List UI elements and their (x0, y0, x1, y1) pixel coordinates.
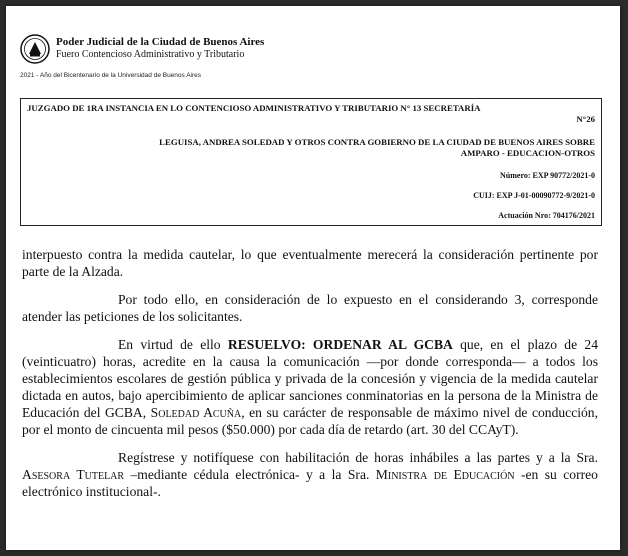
paragraph-4 (22, 449, 598, 500)
document-page (6, 6, 620, 550)
paragraph-3-intro: En virtud de ello (118, 337, 228, 352)
letterhead (20, 34, 320, 84)
case-header-box (20, 98, 602, 226)
document-body (22, 246, 598, 511)
case-number: Número: EXP 90772/2021-0 (500, 171, 595, 180)
paragraph-4-intro: Regístrese y notifíquese con habilitación de horas inhábiles a las partes y a la Sra. (118, 450, 598, 465)
parties-line: LEGUISA, ANDREA SOLEDAD Y OTROS CONTRA GOBIERNO DE LA CIUDAD DE BUENOS AIRES SOBRE (159, 137, 595, 147)
org-name: Poder Judicial de la Ciudad de Buenos Aires (56, 36, 265, 48)
paragraph-4-end: -en su correo electrónico institucional-. (22, 467, 598, 499)
paragraph-3 (22, 336, 598, 438)
court-line: JUZGADO DE 1RA INSTANCIA EN LO CONTENCIOSO ADMINISTRATIVO Y TRIBUTARIO N° 13 SECRETARÍA (27, 103, 481, 113)
paragraph-4-mid: –mediante cédula electrónica- y a la Sra. (124, 467, 376, 482)
minister-name: Soledad Acuña (150, 405, 242, 420)
paragraph-1: interpuesto contra la medida cautelar, lo que eventualmente merecerá la consideración pertinente por parte de la Alzada. (22, 247, 598, 279)
asesora-title: Asesora Tutelar (22, 467, 125, 482)
case-actuacion: Actuación Nro: 704176/2021 (498, 211, 595, 220)
org-subtitle: Fuero Contencioso Administrativo y Tributario (56, 49, 245, 60)
paragraph-2: Por todo ello, en consideración de lo expuesto en el considerando 3, corresponde atender las peticiones de los solicitantes. (22, 292, 598, 324)
year-note: 2021 - Año del Bicentenario de la Universidad de Buenos Aires (20, 72, 202, 79)
paragraph-3-end: , en su carácter de responsable de máximo nivel de conducción, por el monto de cincuenta mil pesos ($50.000) por cada día de retardo (art. 30 del CCAyT). (22, 405, 599, 437)
resolution-heading: RESUELVO: ORDENAR AL GCBA (227, 337, 453, 352)
court-number-line: N°26 (576, 114, 595, 124)
case-cuij: CUIJ: EXP J-01-00090772-9/2021-0 (473, 191, 595, 200)
ministra-title: Ministra de Educación (375, 467, 515, 482)
city-seal-icon (20, 34, 50, 64)
paragraph-3-body: que, en el plazo de 24 (veinticuatro) horas, acredite en la causa la comunicación —por donde corresponda— a todos los establecimientos escolares de gestión pública y privada de la concesión y vigencia de la medida cautelar dictada en autos, bajo apercibimiento de aplicar sanciones conminatorias en la persona de la Ministra de Educación del GCBA, (22, 337, 598, 420)
case-type-line: AMPARO - EDUCACION-OTROS (460, 148, 595, 158)
